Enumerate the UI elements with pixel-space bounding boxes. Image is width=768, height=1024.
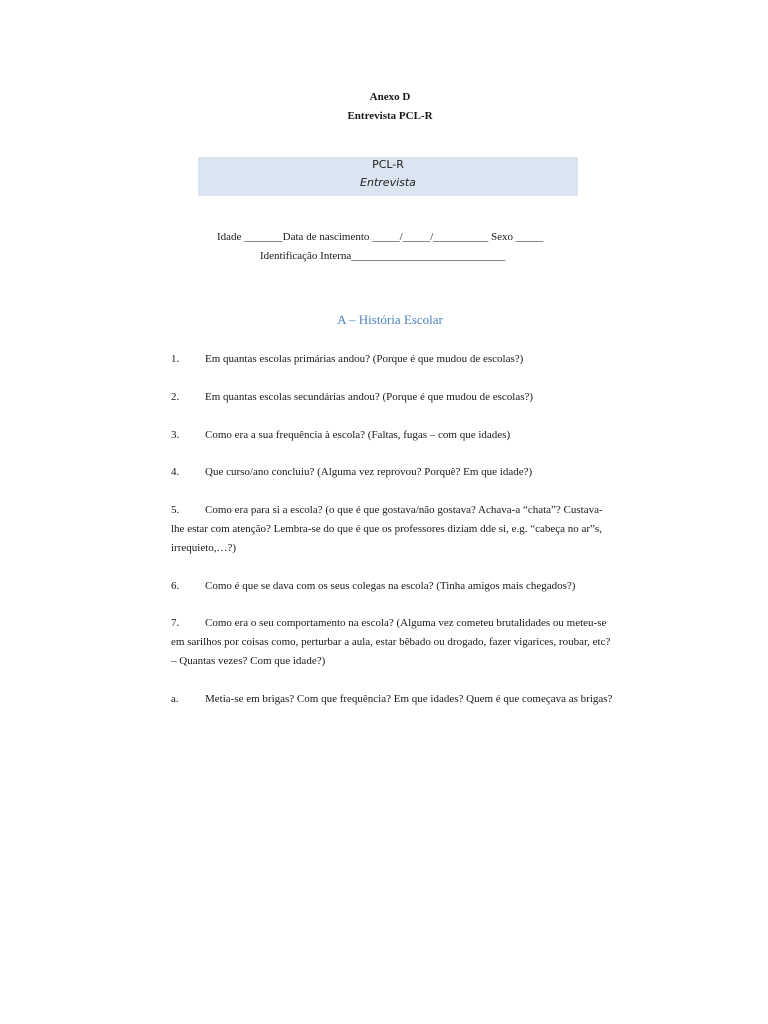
question-item — [171, 501, 616, 558]
question-item — [171, 350, 616, 369]
question-number: a. — [171, 693, 179, 705]
question-number: 2. — [171, 391, 180, 403]
question-item — [171, 463, 616, 482]
question-text: Que curso/ano concluiu? (Alguma vez reprovou? Porquê? Em que idade?) — [205, 466, 533, 478]
document-title: Entrevista PCL-R — [347, 110, 433, 122]
question-text: Como é que se dava com os seus colegas na escola? (Tinha amigos mais chegados?) — [205, 580, 576, 592]
question-number: 6. — [171, 580, 180, 592]
question-text: Como era a sua frequência à escola? (Faltas, fugas – com que idades) — [205, 429, 511, 441]
box-title: PCL-R — [372, 158, 404, 171]
question-number: 1. — [171, 353, 180, 365]
question-number: 7. — [171, 617, 180, 629]
question-item — [171, 426, 616, 445]
question-number: 3. — [171, 429, 180, 441]
question-number: 4. — [171, 466, 180, 478]
question-item — [171, 690, 616, 709]
pcl-r-title-box — [198, 157, 578, 196]
question-text: Como era para si a escola? (o que é que gostava/não gostava? Achava-a “chata”? Custava-lhe estar com atenção? Lembra-se do que é que os professores diziam dde si, e.g. “cabeça no ar”s, irrequieto,…?) — [171, 504, 603, 554]
question-item — [171, 388, 616, 407]
question-text: Em quantas escolas secundárias andou? (Porque é que mudou de escolas?) — [205, 391, 534, 403]
form-line-internal-id: Identificação Interna____________________________ — [260, 250, 506, 262]
section-heading: A – História Escolar — [337, 312, 443, 327]
question-item — [171, 577, 616, 596]
question-number: 5. — [171, 504, 180, 516]
question-text: Em quantas escolas primárias andou? (Porque é que mudou de escolas?) — [205, 353, 524, 365]
annex-label: Anexo D — [369, 91, 411, 103]
box-subtitle: Entrevista — [360, 176, 416, 189]
question-item — [171, 614, 616, 671]
form-line-age-birth-sex: Idade _______Data de nascimento _____/_____/__________ Sexo _____ — [217, 231, 544, 243]
question-text: Como era o seu comportamento na escola? (Alguma vez cometeu brutalidades ou meteu-se em sarilhos por coisas como, perturbar a aula, estar bêbado ou drogado, fazer vigarices, roubar, etc? – Quantas vezes? Com que idade?) — [171, 617, 611, 667]
question-text: Metia-se em brigas? Com que frequência? Em que idades? Quem é que começava as brigas? — [205, 693, 613, 705]
